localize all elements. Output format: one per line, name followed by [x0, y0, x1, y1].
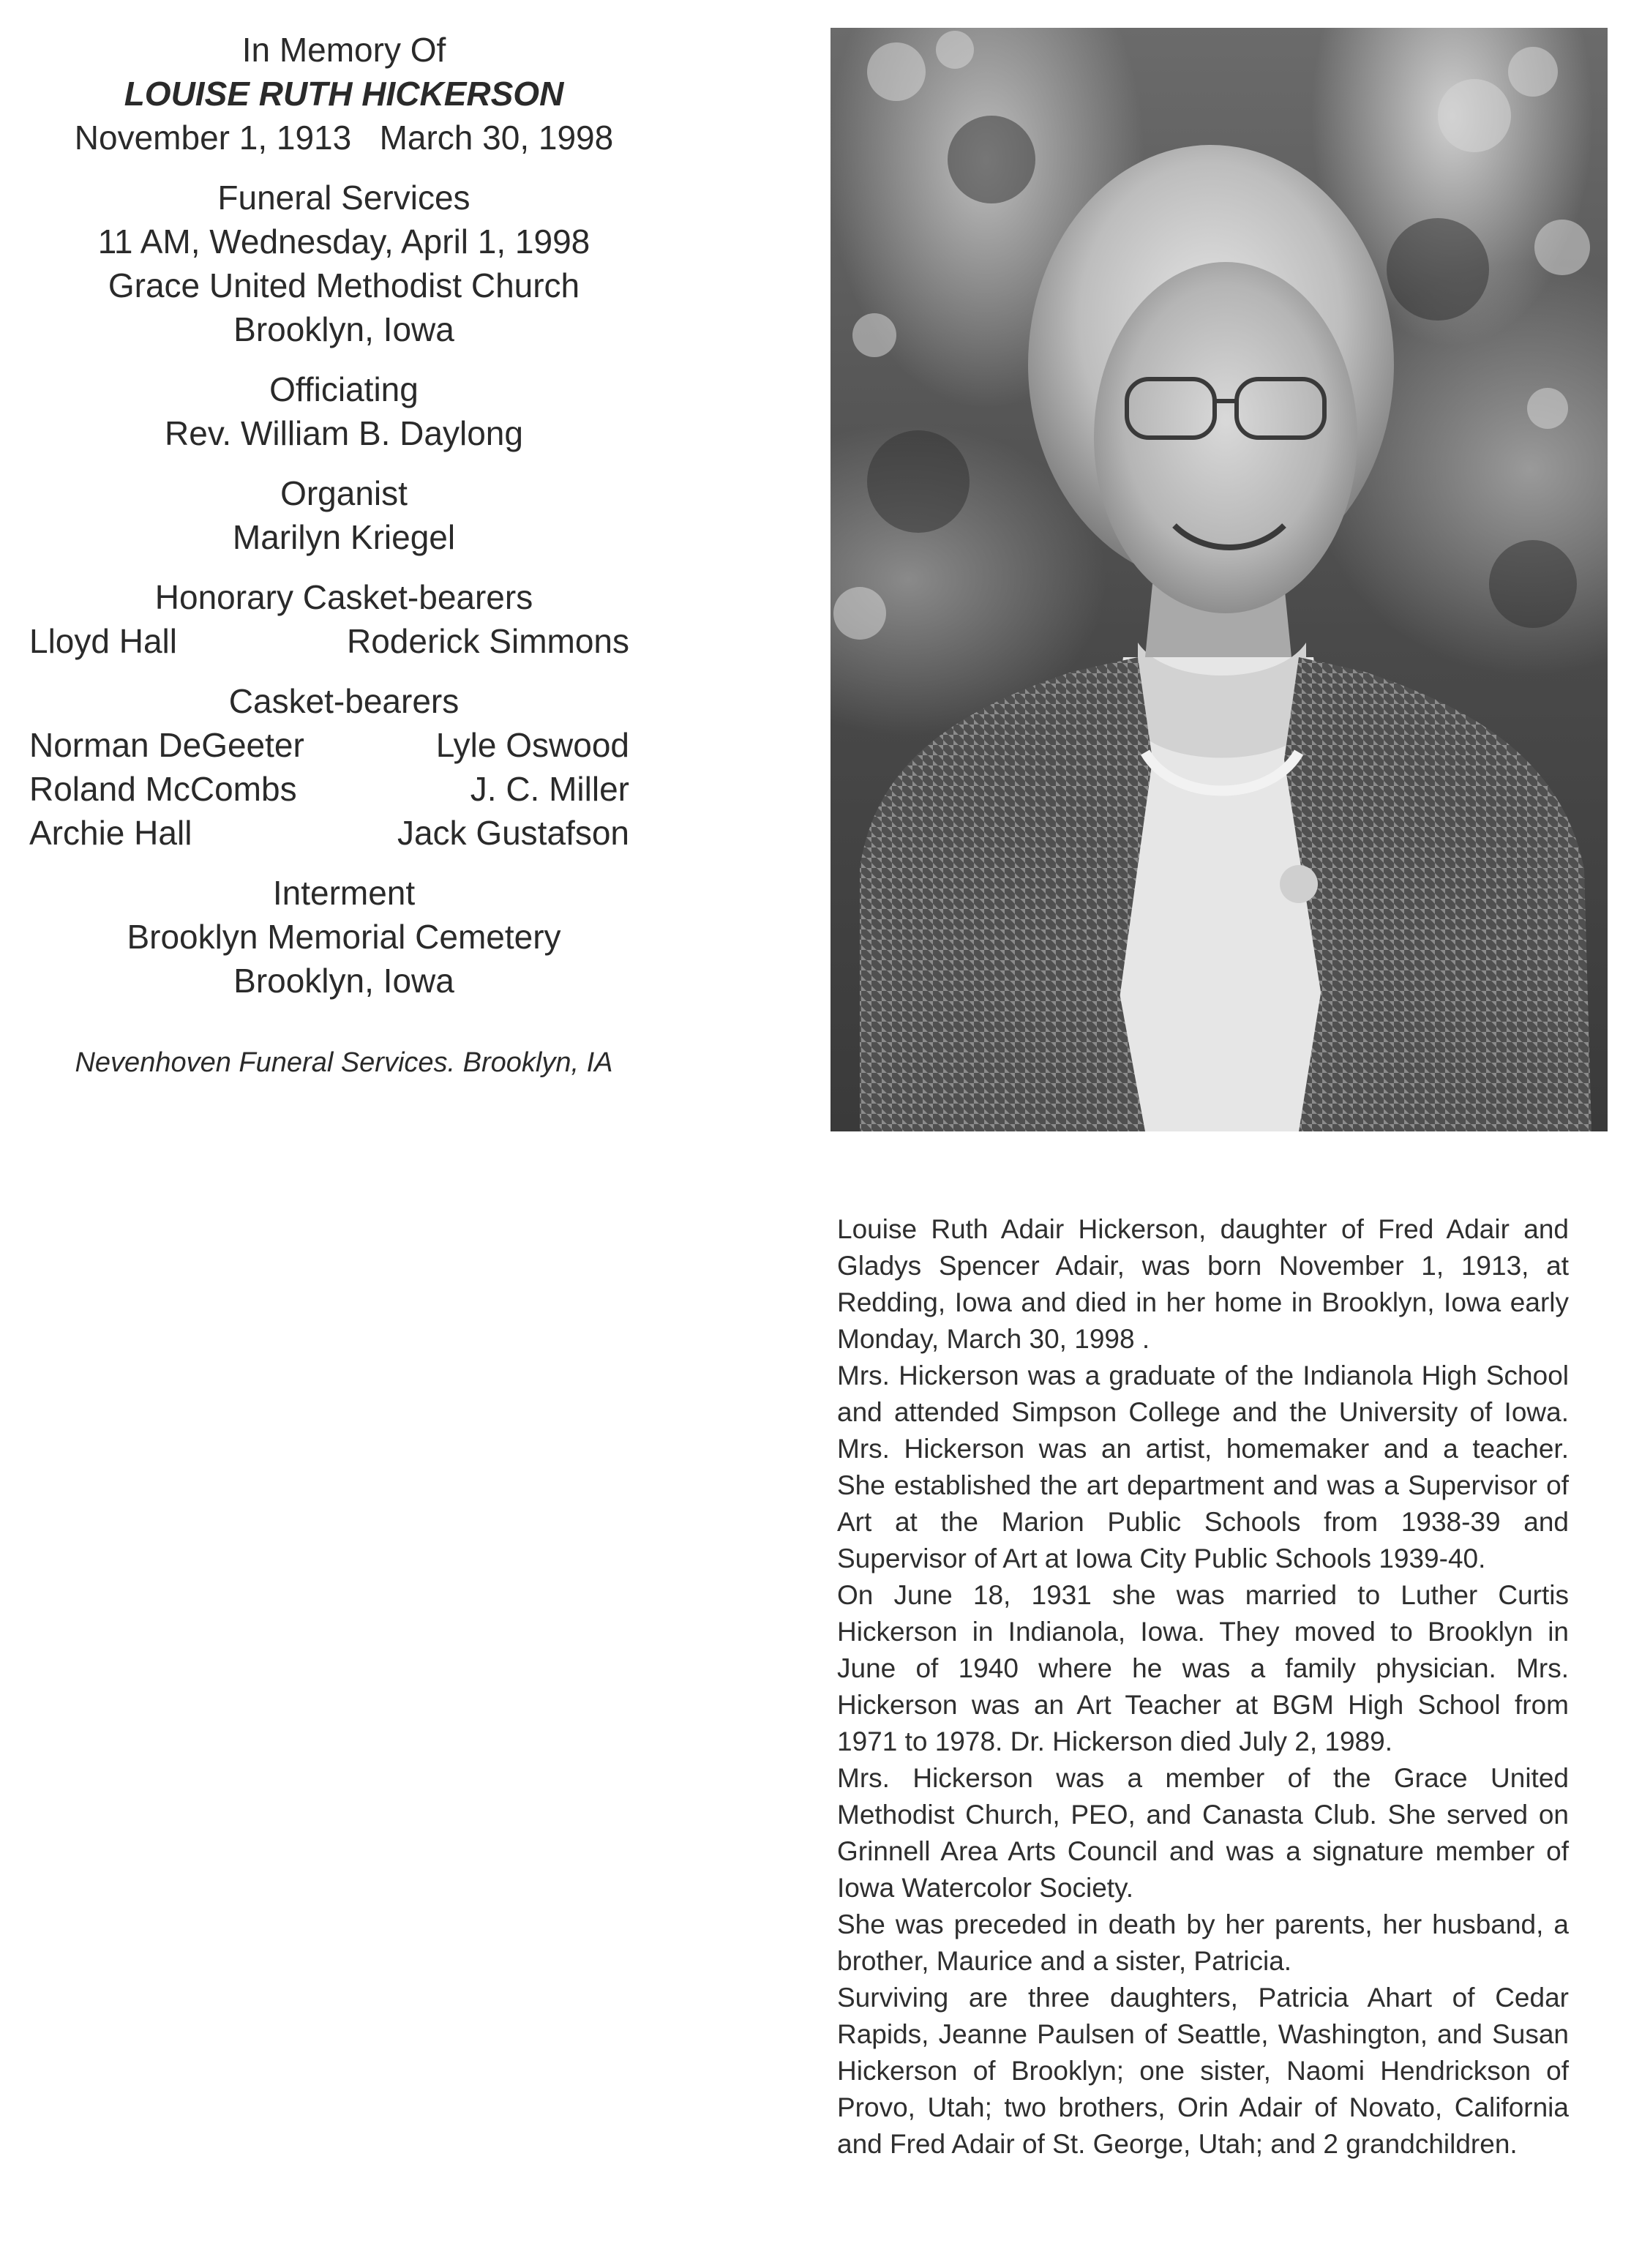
obituary-paragraph: Mrs. Hickerson was a member of the Grace United Methodist Church, PEO, and Canasta Club. She served on Grinnell Area Arts Council and was a signature member of Iowa Watercolor Society.	[837, 1763, 1569, 1903]
casket-bearers-title: Casket-bearers	[228, 682, 460, 720]
honorary-name: Roderick Simmons	[347, 622, 629, 660]
honorary-names-row	[29, 619, 629, 663]
funeral-city: Brooklyn, Iowa	[233, 310, 454, 348]
casket-bearer-name: Archie Hall	[29, 814, 192, 852]
obituary-paragraph: On June 18, 1931 she was married to Luther Curtis Hickerson in Indianola, Iowa. They moved to Brooklyn in June of 1940 where he was a family physician. Mrs. Hickerson was an Art Teacher at BGM High School from 1971 to 1978. Dr. Hickerson died July 2, 1989.	[837, 1580, 1569, 1756]
memorial-heading: In Memory Of	[241, 31, 446, 69]
obituary-paragraph: Louise Ruth Adair Hickerson, daughter of Fred Adair and Gladys Spencer Adair, was born November 1, 1913, at Redding, Iowa and died in her home in Brooklyn, Iowa early Monday, March 30, 1998 .	[837, 1214, 1569, 1354]
casket-bearer-name: Jack Gustafson	[397, 814, 629, 852]
interment-title: Interment	[272, 874, 416, 912]
organist-title: Organist	[280, 474, 408, 512]
honorary-section	[29, 575, 659, 663]
portrait-illustration	[831, 28, 1608, 1131]
funeral-title: Funeral Services	[217, 179, 470, 217]
obituary-paragraph: She was preceded in death by her parents, her husband, a brother, Maurice and a sister, Patricia.	[837, 1909, 1569, 1976]
funeral-place: Grace United Methodist Church	[108, 266, 580, 304]
casket-bearers-row	[29, 811, 629, 855]
honorary-name: Lloyd Hall	[29, 622, 177, 660]
casket-bearers-section	[29, 679, 659, 855]
funeral-home: Nevenhoven Funeral Services. Brooklyn, IA	[75, 1047, 613, 1078]
funeral-time: 11 AM, Wednesday, April 1, 1998	[97, 222, 590, 261]
casket-bearer-name: Lyle Oswood	[435, 726, 629, 764]
obituary-paragraph: Surviving are three daughters, Patricia Ahart of Cedar Rapids, Jeanne Paulsen of Seattle, Washington, and Susan Hickerson of Brooklyn; one sister, Naomi Hendrickson of Provo, Utah; two brothers, Orin Adair of Novato, California and Fred Adair of St. George, Utah; and 2 grandchildren.	[837, 1983, 1569, 2159]
officiating-title: Officiating	[269, 370, 419, 408]
obituary-paragraph: Mrs. Hickerson was a graduate of the Indianola High School and attended Simpson College and the University of Iowa. Mrs. Hickerson was an artist, homemaker and a teacher. She established the art department and was a Supervisor of Art at the Marion Public Schools from 1938-39 and Supervisor of Art at Iowa City Public Schools 1939-40.	[837, 1361, 1569, 1573]
organist-name: Marilyn Kriegel	[232, 518, 456, 556]
obituary-text	[837, 1211, 1569, 2163]
funeral-section	[29, 176, 659, 351]
portrait-photo	[831, 28, 1608, 1131]
officiating-section	[29, 367, 659, 455]
casket-bearer-name: Roland McCombs	[29, 770, 297, 808]
casket-bearers-row	[29, 767, 629, 811]
deceased-name: LOUISE RUTH HICKERSON	[124, 75, 564, 113]
casket-bearers-row	[29, 723, 629, 767]
officiating-name: Rev. William B. Daylong	[165, 414, 523, 452]
casket-bearer-name: Norman DeGeeter	[29, 726, 304, 764]
interment-place: Brooklyn Memorial Cemetery	[127, 918, 561, 956]
interment-section	[29, 871, 659, 1003]
interment-city: Brooklyn, Iowa	[233, 962, 454, 1000]
life-dates: November 1, 1913 March 30, 1998	[74, 119, 614, 157]
casket-bearer-name: J. C. Miller	[470, 770, 629, 808]
organist-section	[29, 471, 659, 559]
honorary-title: Honorary Casket-bearers	[154, 578, 533, 616]
memorial-card	[29, 28, 659, 1080]
